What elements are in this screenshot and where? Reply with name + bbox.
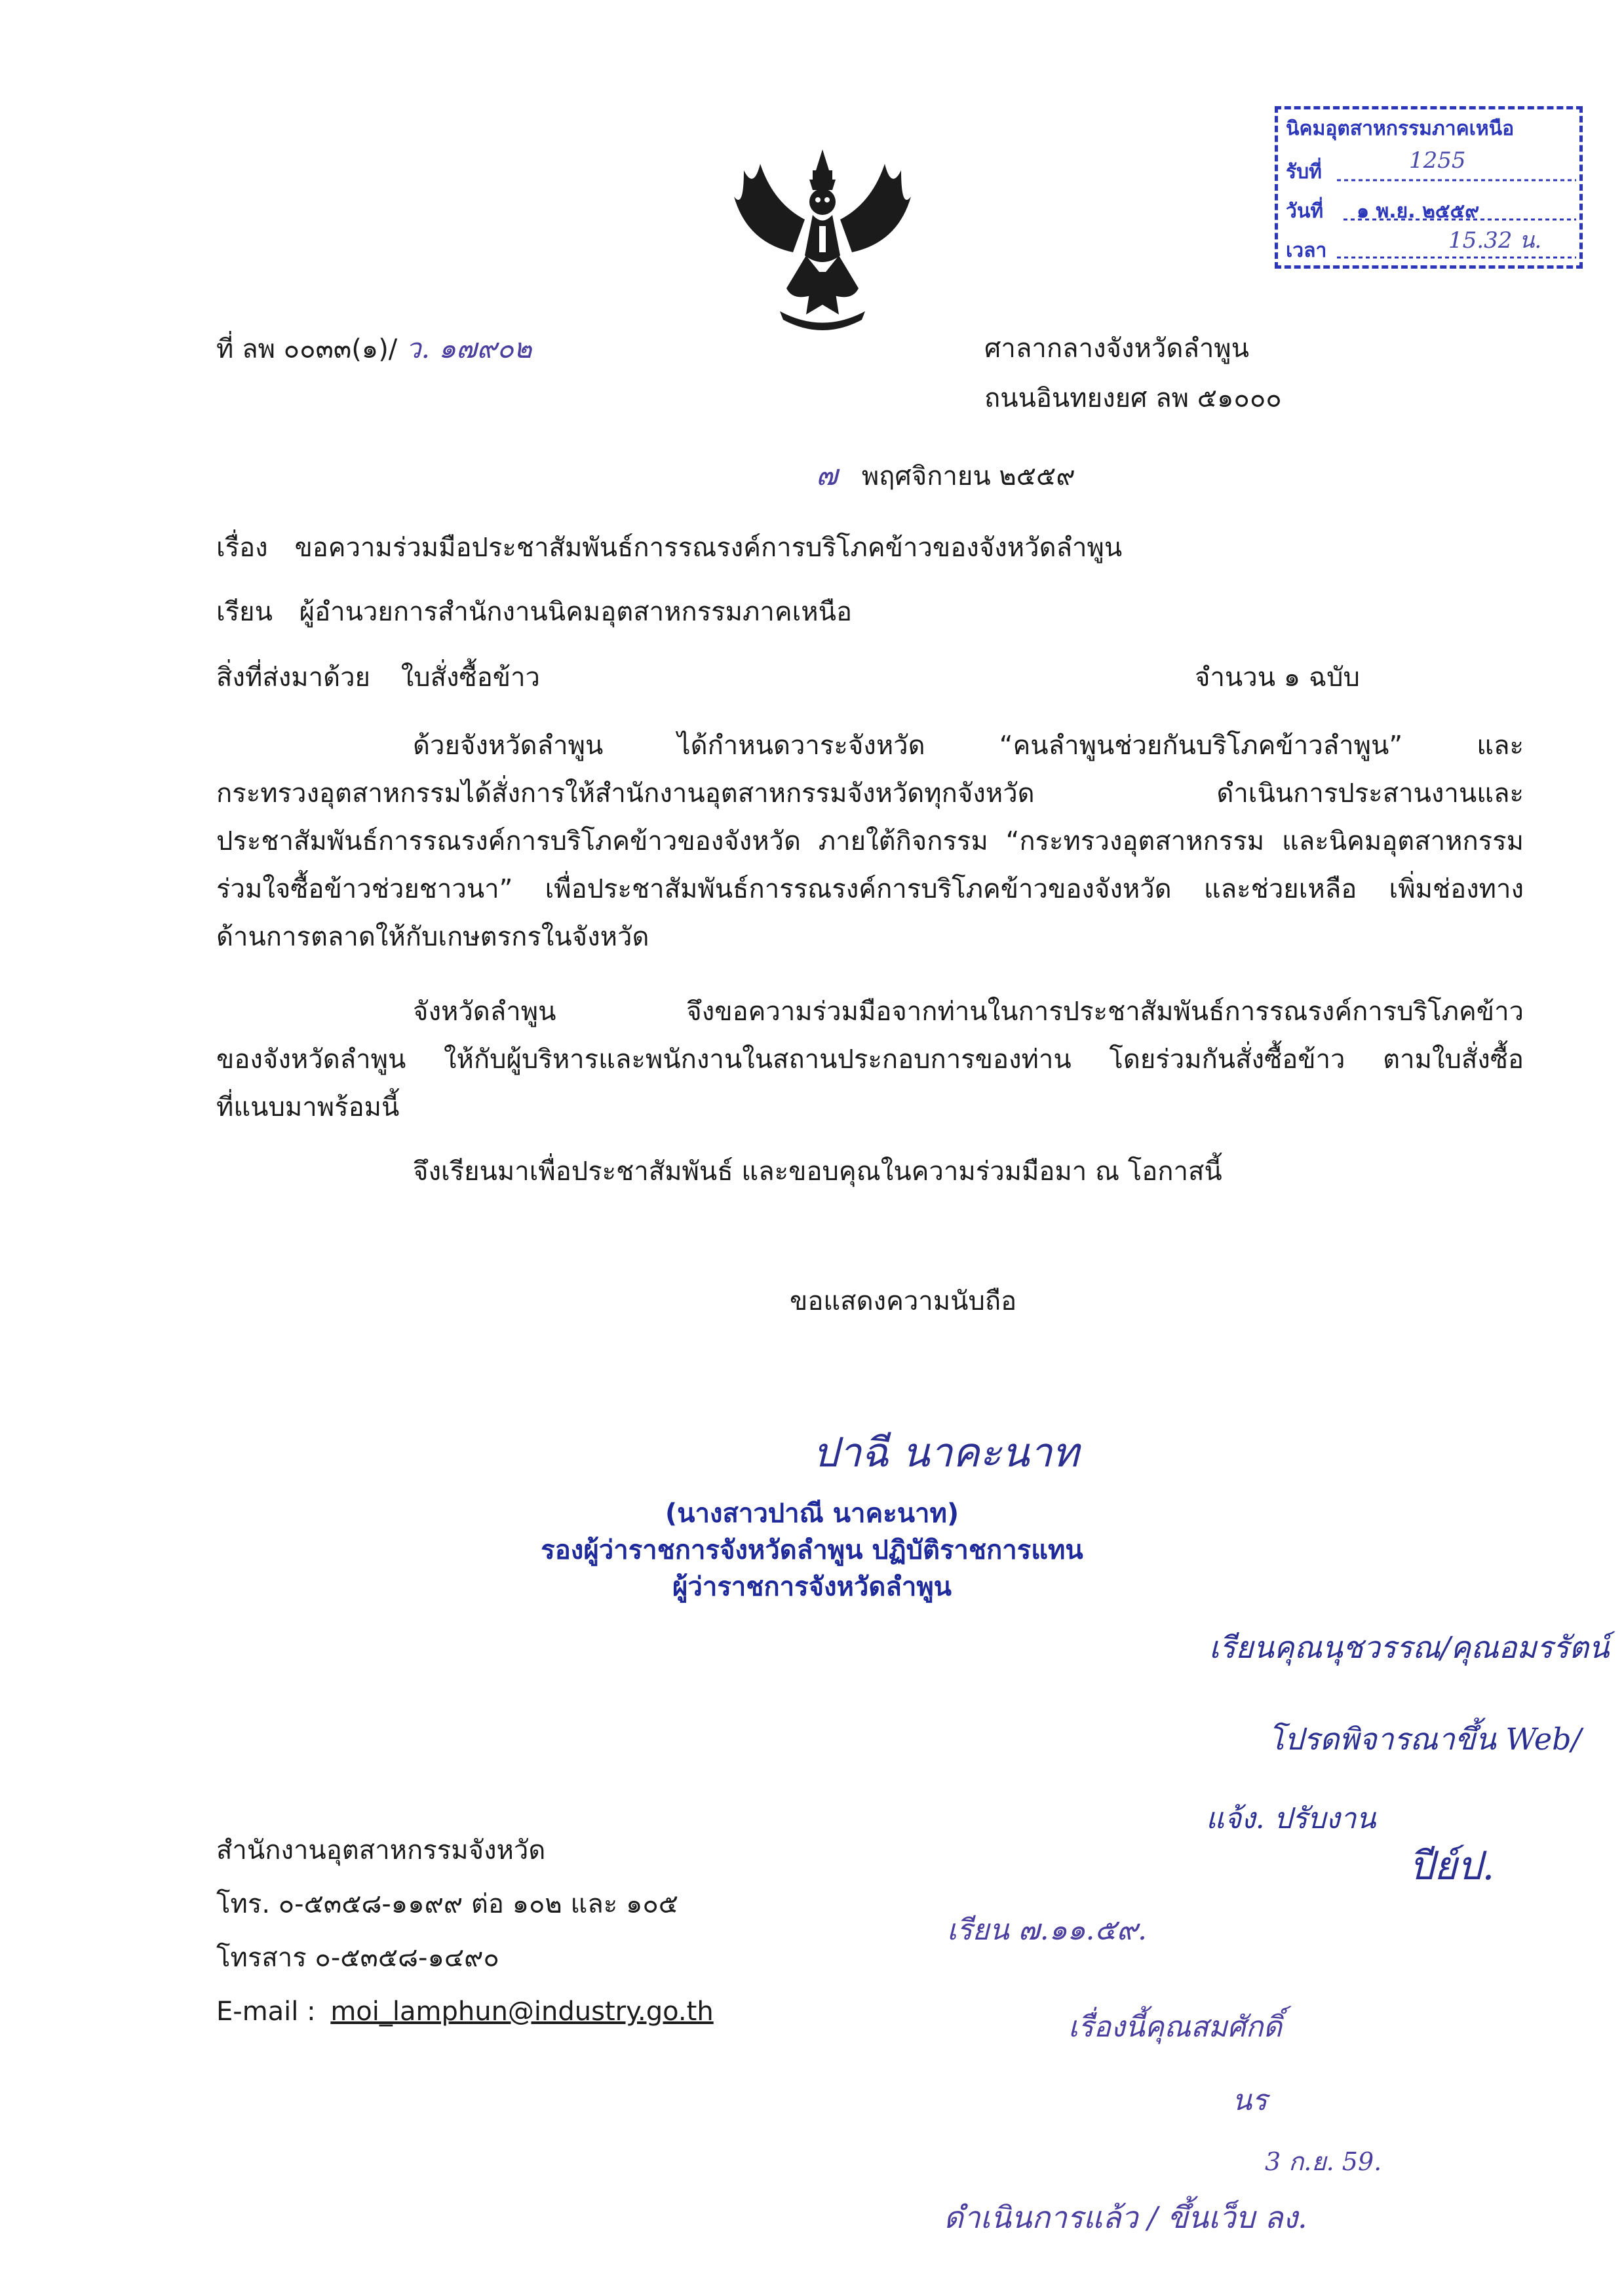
stamp-receive-no: 1255 bbox=[1409, 147, 1466, 174]
footer-email-label: E-mail : bbox=[216, 1997, 316, 2027]
footer-telephone: โทร. ๐-๕๓๕๘-๑๑๙๙ ต่อ ๑๐๒ และ ๑๐๕ bbox=[216, 1889, 679, 1919]
body-paragraph-3: จึงเรียนมาเพื่อประชาสัมพันธ์ และขอบคุณในความร่วมมือมา ณ โอกาสนี้ bbox=[413, 1157, 1222, 1187]
paragraph-line: ร่วมใจซื้อข้าวช่วยชาวนา” เพื่อประชาสัมพันธ์การรณรงค์การบริโภคข้าวของจังหวัด และช่วยเหลือ เพิ่มช่องทาง bbox=[216, 874, 1524, 904]
letter-date bbox=[816, 459, 1075, 493]
signature-scribble: ปาฉี นาคะนาท bbox=[813, 1428, 1079, 1476]
footer-email-address[interactable]: moi_lamphun@industry.go.th bbox=[330, 1997, 714, 2027]
date-month-year: พฤศจิกายน ๒๕๕๙ bbox=[861, 461, 1075, 491]
paragraph-line: ที่แนบมาพร้อมนี้ bbox=[216, 1092, 400, 1122]
handwritten-note-5: เรื่องนี้คุณสมศักดิ์ bbox=[1068, 2010, 1282, 2044]
closing-phrase: ขอแสดงความนับถือ bbox=[790, 1286, 1017, 1316]
stamp-rule-lines bbox=[1278, 109, 1579, 267]
reference-number bbox=[216, 332, 532, 366]
stamp-date-label: วันที่ bbox=[1286, 200, 1324, 223]
recipient-line bbox=[216, 595, 852, 629]
subject-label: เรื่อง bbox=[216, 533, 268, 563]
handwritten-initials: ปีย์ป. bbox=[1409, 1843, 1495, 1889]
body-paragraph-1 bbox=[216, 722, 1524, 961]
handwritten-note-8: ดำเนินการแล้ว / ขึ้นเว็บ ลง. bbox=[944, 2200, 1307, 2235]
stamp-time-label: เวลา bbox=[1286, 239, 1327, 262]
stamp-receive-label: รับที่ bbox=[1286, 161, 1322, 183]
sender-address-line1: ศาลากลางจังหวัดลำพูน bbox=[984, 334, 1250, 364]
paragraph-line: ประชาสัมพันธ์การรณรงค์การบริโภคข้าวของจังหวัด ภายใต้กิจกรรม “กระทรวงอุตสาหกรรม และนิคมอุตสาหกรรม bbox=[216, 826, 1524, 856]
signer-block bbox=[0, 1495, 1624, 1605]
enclosure-text: ใบสั่งซื้อข้าว bbox=[400, 662, 540, 693]
paragraph-line: ด้วยจังหวัดลำพูน ได้กำหนดวาระจังหวัด “คนลำพูนช่วยกันบริโภคข้าวลำพูน” และ bbox=[413, 731, 1524, 761]
receiving-stamp bbox=[1275, 106, 1583, 269]
handwritten-note-6: นร bbox=[1232, 2084, 1267, 2117]
subject-line bbox=[216, 531, 1122, 565]
stamp-header: นิคมอุตสาหกรรมภาคเหนือ bbox=[1286, 117, 1515, 140]
signer-title-1: รองผู้ว่าราชการจังหวัดลำพูน ปฏิบัติราชการแทน bbox=[541, 1535, 1083, 1565]
handwritten-note-7: 3 ก.ย. 59. bbox=[1265, 2147, 1382, 2176]
enclosure-line bbox=[216, 660, 540, 695]
handwritten-note-4: เรียน ๗.๑๑.๕๙. bbox=[947, 1913, 1147, 1947]
recipient-text: ผู้อำนวยการสำนักงานนิคมอุตสาหกรรมภาคเหนือ bbox=[299, 597, 853, 627]
enclosure-label: สิ่งที่ส่งมาด้วย bbox=[216, 662, 370, 693]
paragraph-line: จังหวัดลำพูน จึงขอความร่วมมือจากท่านในการประชาสัมพันธ์การรณรงค์การบริโภคข้าว bbox=[413, 997, 1524, 1027]
reference-handwritten-no: ว. ๑๗๙๐๒ bbox=[406, 332, 532, 364]
stamp-time-value: 15.32 น. bbox=[1448, 227, 1542, 254]
enclosure-quantity: จำนวน ๑ ฉบับ bbox=[1195, 662, 1360, 693]
reference-prefix: ที่ ลพ ๐๐๓๓(๑)/ bbox=[216, 334, 398, 364]
date-day-handwritten: ๗ bbox=[816, 459, 838, 492]
footer-email-line bbox=[216, 1995, 714, 2029]
footer-office: สำนักงานอุตสาหกรรมจังหวัด bbox=[216, 1835, 546, 1866]
footer-fax: โทรสาร ๐-๕๓๕๘-๑๔๙๐ bbox=[216, 1943, 499, 1973]
recipient-label: เรียน bbox=[216, 597, 273, 627]
subject-text: ขอความร่วมมือประชาสัมพันธ์การรณรงค์การบริโภคข้าวของจังหวัดลำพูน bbox=[294, 533, 1123, 563]
sender-address-line2: ถนนอินทยงยศ ลพ ๕๑๐๐๐ bbox=[984, 383, 1282, 413]
stamp-date-value: ๑ พ.ย. ๒๕๕๙ bbox=[1357, 200, 1480, 223]
garuda-emblem-icon bbox=[714, 144, 931, 341]
handwritten-note-3: แจ้ง. ปรับงาน bbox=[1206, 1802, 1376, 1835]
paragraph-line: ของจังหวัดลำพูน ให้กับผู้บริหารและพนักงานในสถานประกอบการของท่าน โดยร่วมกันสั่งซื้อข้าว ตามใบสั่งซื้อ bbox=[216, 1044, 1524, 1075]
paragraph-line: ด้านการตลาดให้กับเกษตรกรในจังหวัด bbox=[216, 922, 649, 952]
handwritten-note-2: โปรดพิจารณาขึ้น Web/ bbox=[1268, 1721, 1582, 1757]
handwritten-note-1: เรียนคุณนุชวรรณ/คุณอมรรัตน์ bbox=[1209, 1630, 1610, 1665]
body-paragraph-2 bbox=[216, 988, 1524, 1132]
paragraph-line: กระทรวงอุตสาหกรรมได้สั่งการให้สำนักงานอุตสาหกรรมจังหวัดทุกจังหวัด ดำเนินการประสานงานและ bbox=[216, 778, 1524, 809]
signer-name: (นางสาวปาณี นาคะนาท) bbox=[665, 1499, 959, 1529]
signer-title-2: ผู้ว่าราชการจังหวัดลำพูน bbox=[672, 1572, 952, 1602]
